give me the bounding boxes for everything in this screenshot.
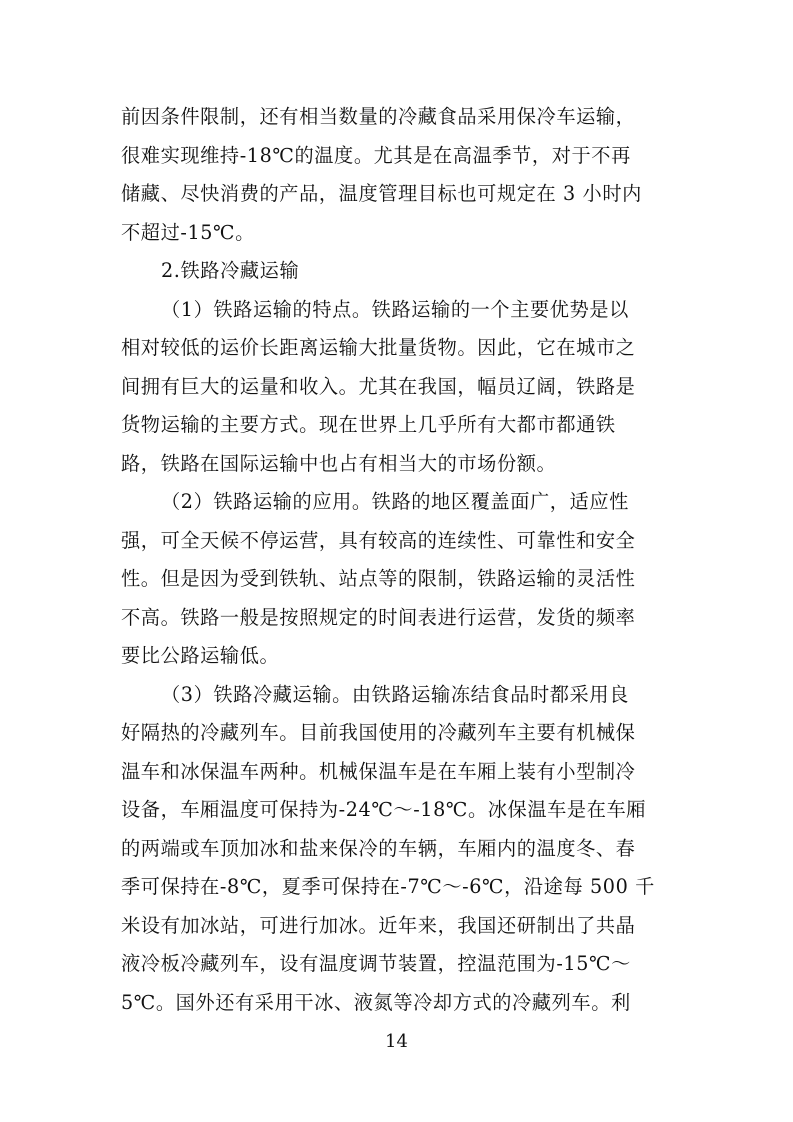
text-line: 货物运输的主要方式。现在世界上几乎所有大都市都通铁 bbox=[121, 413, 616, 436]
text-line: 性。但是因为受到铁轨、站点等的限制，铁路运输的灵活性 bbox=[121, 567, 636, 590]
text-line: （1）铁路运输的特点。铁路运输的一个主要优势是以 bbox=[161, 297, 629, 321]
text-line: 液冷板冷藏列车，设有温度调节装置，控温范围为-15℃～ bbox=[121, 952, 631, 975]
text-line: 季可保持在-8℃，夏季可保持在-7℃～-6℃，沿途每 500 千 bbox=[121, 875, 655, 898]
text-line: 前因条件限制，还有相当数量的冷藏食品采用保冷车运输， bbox=[121, 105, 636, 128]
text-line: 5℃。国外还有采用干冰、液氮等冷却方式的冷藏列车。利 bbox=[121, 990, 631, 1014]
text-line: （2）铁路运输的应用。铁路的地区覆盖面广，适应性 bbox=[161, 490, 629, 513]
text-line: 的两端或车顶加冰和盐来保冷的车辆，车厢内的温度冬、春 bbox=[121, 836, 636, 860]
text-line: 不高。铁路一般是按照规定的时间表进行运营，发货的频率 bbox=[121, 605, 636, 629]
text-line: 间拥有巨大的运量和收入。尤其在我国，幅员辽阔，铁路是 bbox=[121, 374, 636, 398]
text-line: 储藏、尽快消费的产品，温度管理目标也可规定在 3 小时内 bbox=[121, 182, 642, 205]
text-line: （3）铁路冷藏运输。由铁路运输冻结食品时都采用良 bbox=[161, 682, 629, 706]
text-line: 2.铁路冷藏运输 bbox=[161, 259, 300, 282]
text-line: 温车和冰保温车两种。机械保温车是在车厢上装有小型制冷 bbox=[121, 759, 636, 783]
text-line: 不超过-15℃。 bbox=[121, 220, 255, 244]
text-line: 好隔热的冷藏列车。目前我国使用的冷藏列车主要有机械保 bbox=[121, 721, 636, 744]
body-text bbox=[121, 98, 673, 1022]
text-line: 很难实现维持-18℃的温度。尤其是在高温季节，对于不再 bbox=[121, 143, 631, 167]
text-line: 设备，车厢温度可保持为-24℃～-18℃。冰保温车是在车厢 bbox=[121, 798, 647, 821]
text-line: 要比公路运输低。 bbox=[121, 644, 280, 667]
page-number: 14 bbox=[385, 1031, 408, 1052]
text-line: 路，铁路在国际运输中也占有相当大的市场份额。 bbox=[121, 451, 557, 475]
text-line: 强，可全天候不停运营，具有较高的连续性、可靠性和安全 bbox=[121, 528, 636, 552]
text-line: 相对较低的运价长距离运输大批量货物。因此，它在城市之 bbox=[121, 336, 636, 359]
text-line: 米设有加冰站，可进行加冰。近年来，我国还研制出了共晶 bbox=[121, 913, 636, 937]
